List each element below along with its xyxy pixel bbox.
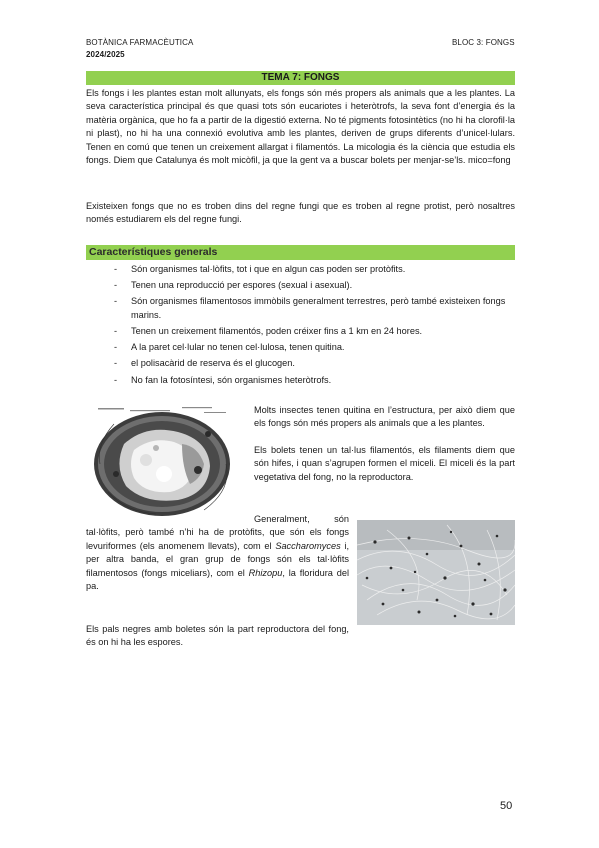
bread-mold-photo-image — [357, 520, 515, 625]
list-item: - No fan la fotosíntesi, són organismes heteròtrofs. — [114, 374, 516, 387]
pals-paragraph: Els pals negres amb boletes són la part reproductora del fong, és on hi ha les espores. — [86, 624, 349, 648]
bullet-dash: - — [114, 280, 118, 291]
bullet-dash: - — [114, 342, 118, 353]
list-item: - Són organismes filamentosos immòbils generalment terrestres, però també existeixen fongs marins. — [114, 296, 506, 320]
bullet-dash: - — [114, 358, 118, 369]
rhizopus-term: Rhizopu — [248, 567, 283, 578]
general-paragraph: Generalment, són tal·lòfits, però també n’hi ha de protòfits, que són els fongs levuriformes (els anomenem llevats), com el Saccharomyces i, per altra banda, el gran grup de fongs són els tal·lòfits filamentosos (fongs miceliars), com el Rhizopu, la floridura del pa. — [86, 514, 349, 592]
intro-paragraph-2: Existeixen fongs que no es troben dins del regne fungi que es troben al regne protist, però nosaltres només estudiarem els del regne fungi. — [86, 201, 515, 225]
page-number: 50 — [500, 800, 513, 812]
bullet-dash: - — [114, 296, 118, 307]
list-item: - Tenen una reproducció per espores (sexual i asexual). — [114, 279, 516, 292]
characteristics-list — [114, 263, 516, 390]
bullet-dash: - — [114, 374, 118, 385]
insect-cuticle-micrograph-image — [86, 404, 246, 522]
saccharomyces-term: Saccharomyces — [275, 540, 341, 551]
list-item: - A la paret cel·lular no tenen cel·lulosa, tenen quitina. — [114, 341, 516, 354]
section-title: Característiques generals — [86, 245, 515, 260]
bullet-dash: - — [114, 264, 118, 274]
block-label: BLOC 3: FONGS — [452, 38, 515, 47]
list-item: - Tenen un creixement filamentós, poden créixer fins a 1 km en 24 hores. — [114, 325, 516, 338]
list-item: - el polisacàrid de reserva és el glucogen. — [114, 357, 516, 370]
page-title: TEMA 7: FONGS — [86, 71, 515, 85]
list-item: - Són organismes tal·lòfits, tot i que en algun cas poden ser protòfits. — [114, 263, 516, 276]
intro-paragraph: Els fongs i les plantes estan molt allunyats, els fongs són més propers als animals que a les plantes. La seva característica principal és que quasi tots són eucariotes i heteròtrofs, la seva font d’energia és la matèria orgànica, que ho fa a partir de la digestió externa. No té pigments fotosintètics (no hi ha clorofil·la ni plast), no hi ha una connexió evolutiva amb les plantes, deriven de grups diferents d’unicel·lulars. Tenen en comú que tenen un creixement allargat i filamentós. La micologia és la ciència que estudia els fongs. Diem que Catalunya és molt micòfil, ja que la gent va a buscar bolets per menjar-se’ls. mico=fong — [86, 88, 515, 166]
bolets-paragraph: Els bolets tenen un tal·lus filamentós, els filaments diem que són hifes, i quan s’agrupen formen el miceli. El miceli és la part vegetativa del fong, no la reproductora. — [254, 445, 515, 482]
bullet-dash: - — [114, 326, 118, 337]
quitina-paragraph: Molts insectes tenen quitina en l’estructura, per això diem que els fongs són més propers als animals que a les plantes. — [254, 405, 515, 429]
course-year: 2024/2025 — [86, 50, 125, 59]
course-name: BOTÀNICA FARMACÈUTICA — [86, 38, 194, 47]
